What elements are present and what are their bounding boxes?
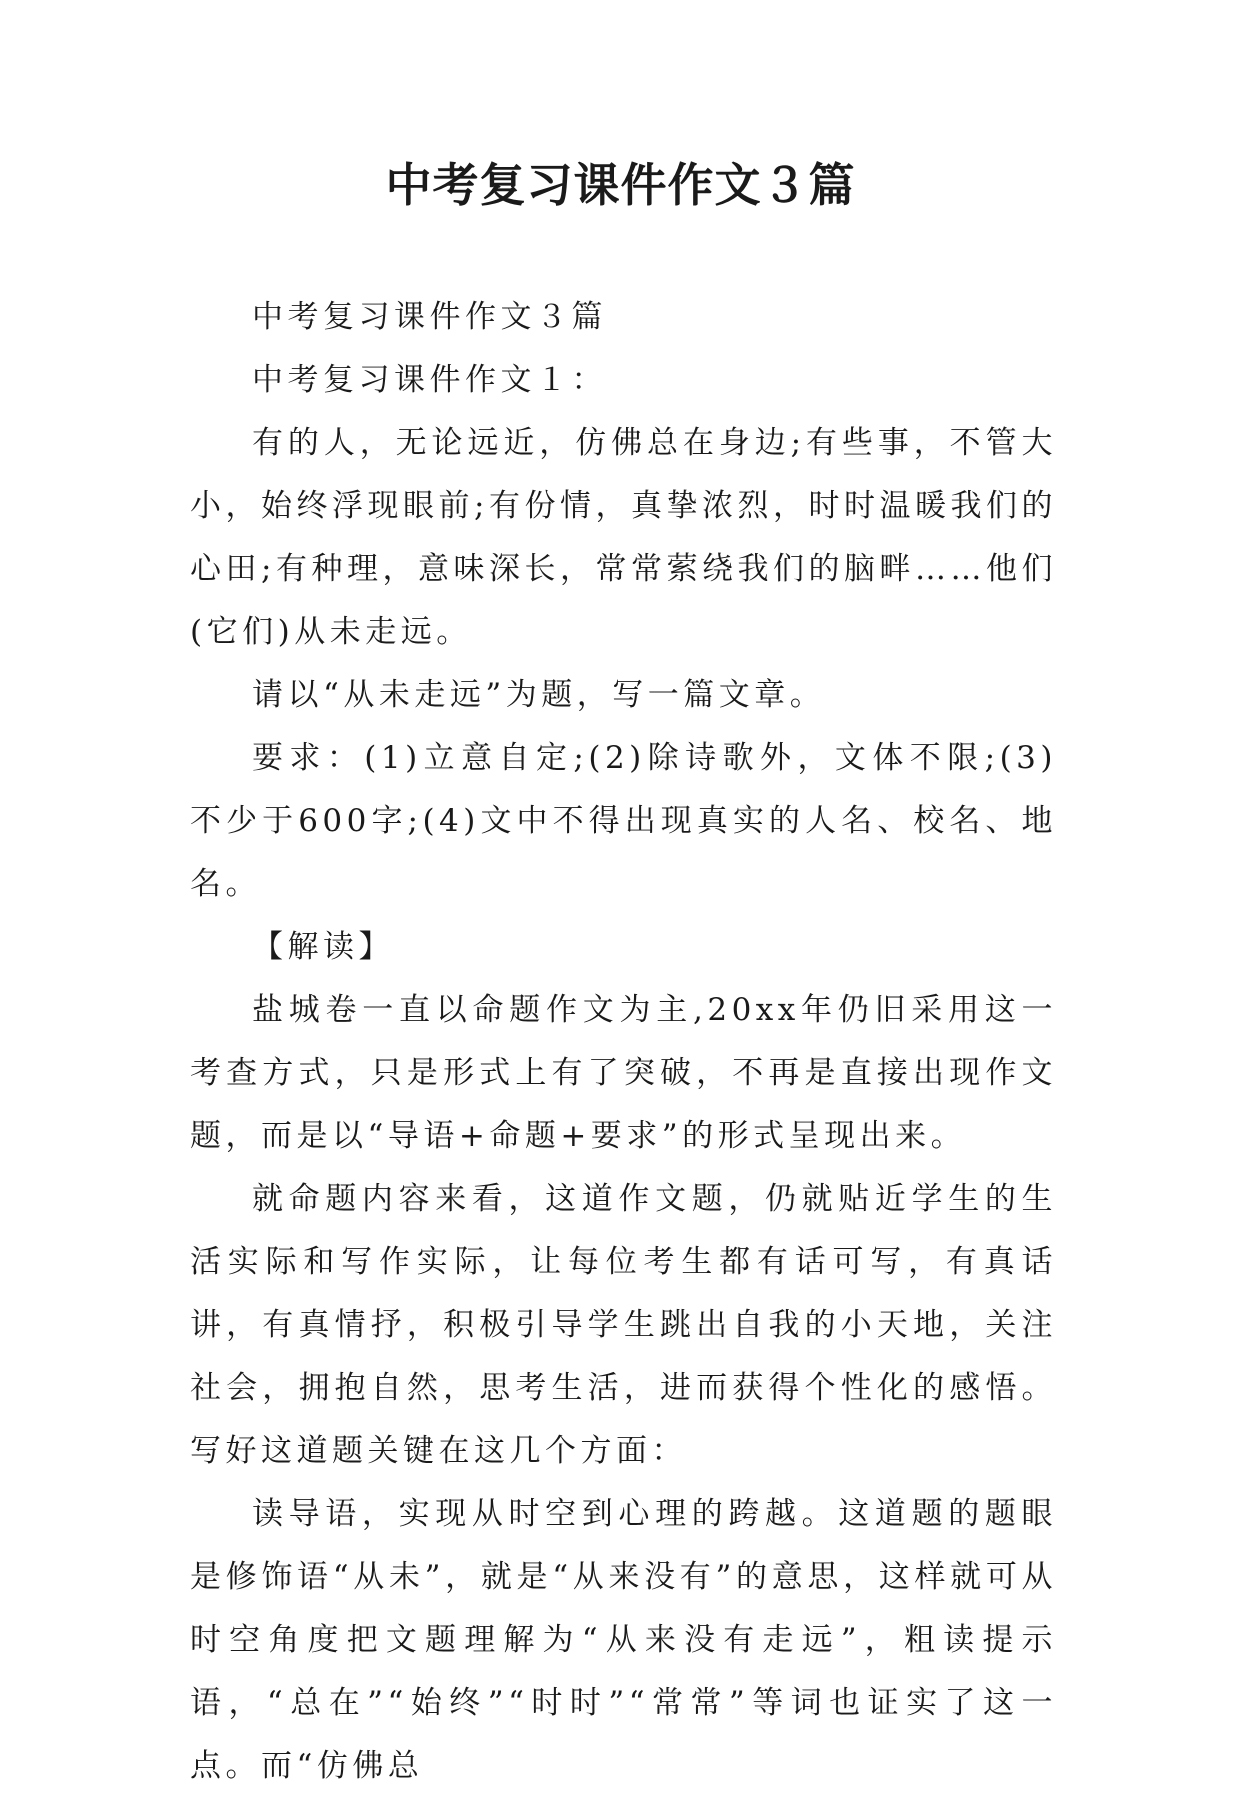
paragraph-prompt-intro: 有的人，无论远近，仿佛总在身边;有些事，不管大小，始终浮现眼前;有份情，真挚浓烈，时时温暖我们的心田;有种理，意味深长，常常萦绕我们的脑畔……他们(它们)从未走远。: [190, 425, 1057, 650]
paragraph-essay-heading: 中考复习课件作文１：: [252, 362, 607, 398]
paragraph-analysis-heading: 【解读】: [252, 929, 394, 965]
paragraph-prompt-title: 请以“从未走远”为题，写一篇文章。: [252, 677, 826, 713]
document-title: 中考复习课件作文３篇: [385, 158, 856, 212]
paragraph-analysis-1: 盐城卷一直以命题作文为主,20xx年仍旧采用这一考查方式，只是形式上有了突破，不再是直接出现作文题，而是以“导语+命题+要求”的形式呈现出来。: [190, 992, 1057, 1154]
document-body: [190, 286, 1057, 1798]
paragraph-analysis-3: 读导语，实现从时空到心理的跨越。这道题的题眼是修饰语“从未”，就是“从来没有”的意思，这样就可从时空角度把文题理解为“从来没有走远”，粗读提示语，“总在”“始终”“时时”“常常”等词也证实了这一点。而“仿佛总: [190, 1496, 1057, 1784]
paragraph-analysis-2: 就命题内容来看，这道作文题，仍就贴近学生的生活实际和写作实际，让每位考生都有话可写，有真话讲，有真情抒，积极引导学生跳出自我的小天地，关注社会，拥抱自然，思考生活，进而获得个性化的感悟。写好这道题关键在这几个方面：: [190, 1181, 1057, 1469]
paragraph-requirements: 要求：(1)立意自定;(2)除诗歌外，文体不限;(3)不少于600字;(4)文中不得出现真实的人名、校名、地名。: [190, 740, 1057, 902]
paragraph-subtitle: 中考复习课件作文３篇: [252, 299, 607, 335]
